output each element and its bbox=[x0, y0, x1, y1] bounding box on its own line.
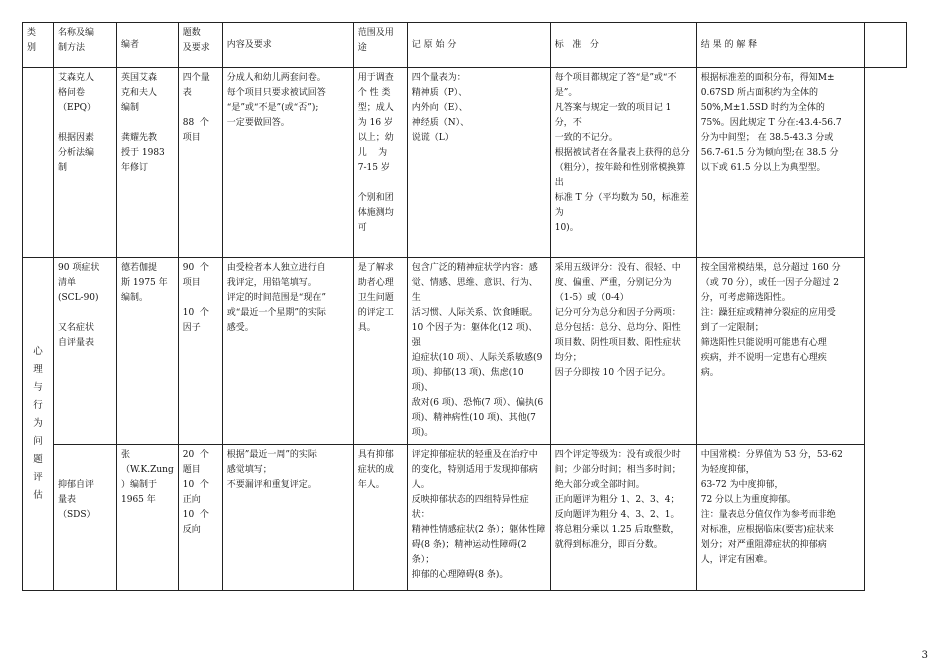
header-item-count: 题数 及要求 bbox=[178, 23, 222, 68]
cell-line: （1-5）或（0-4） bbox=[554, 293, 629, 303]
cell-line: 与 bbox=[33, 382, 43, 393]
scale-table bbox=[22, 22, 907, 591]
cell-line: 将总粗分乘以 1.25 后取整数， bbox=[554, 525, 680, 535]
cell-line: 说谎（L） bbox=[411, 133, 454, 143]
cell-line: 迫症状(10 项）、人际关系敏感(9 bbox=[411, 353, 543, 363]
table-row bbox=[23, 258, 907, 445]
items-cell bbox=[178, 258, 222, 445]
cell-line: 10 个 bbox=[182, 510, 209, 520]
cell-line: 年人。 bbox=[357, 480, 385, 490]
cell-line: 龚耀先教 bbox=[121, 133, 158, 143]
header-category: 类 别 bbox=[23, 23, 54, 68]
table-row bbox=[23, 445, 907, 591]
header-scope: 范围及用 途 bbox=[353, 23, 407, 68]
cell-line: 德若伽提 bbox=[121, 263, 158, 273]
cell-line: 抑郁自评 bbox=[58, 480, 95, 490]
cell-line bbox=[183, 291, 218, 306]
cell-line: （W.K.Zung bbox=[121, 465, 174, 475]
header-raw-score: 记 原 始 分 bbox=[407, 23, 550, 68]
scope-cell bbox=[353, 258, 407, 445]
cell-line: 因子 bbox=[182, 323, 201, 333]
cell-line: 克和夫人 bbox=[121, 88, 158, 98]
cell-line: 可 bbox=[357, 223, 367, 233]
cell-line: 每个项目只要求被试回答 bbox=[226, 88, 326, 98]
cell-line: 10)。 bbox=[554, 223, 579, 233]
header-author: 编者 bbox=[117, 23, 179, 68]
items-cell bbox=[178, 445, 222, 591]
cell-line: 个别和团 bbox=[357, 193, 394, 203]
cell-line: 自评量表 bbox=[58, 338, 95, 348]
header-standard-score: 标 准 分 bbox=[550, 23, 696, 68]
table-row bbox=[23, 68, 907, 258]
header-empty bbox=[864, 23, 906, 68]
cell-line: 10 个 bbox=[182, 480, 209, 490]
cell-line: （粗分），按年龄和性别常模换算出 bbox=[554, 163, 686, 188]
cell-line: 到了一定限制； bbox=[700, 323, 764, 333]
cell-line: 精神质（P）、 bbox=[411, 88, 468, 98]
standard-score-cell bbox=[550, 445, 696, 591]
cell-line: 以上；幼 bbox=[357, 133, 394, 143]
cell-line: 题 bbox=[33, 454, 43, 465]
cell-line: 注：躁狂症或精神分裂症的应用受 bbox=[700, 308, 836, 318]
empty-cell bbox=[864, 258, 906, 445]
cell-line: 是了解求 bbox=[357, 263, 394, 273]
cell-line: 为 bbox=[33, 418, 43, 429]
cell-line: 抑郁的心理障碍(8 条)。 bbox=[411, 570, 509, 580]
cell-line: 项目 bbox=[182, 278, 201, 288]
cell-line: 因子分即按 10 个因子记分。 bbox=[554, 368, 671, 378]
cell-line: 按全国常模结果，总分超过 160 分 bbox=[700, 263, 841, 273]
cell-line: 项目 bbox=[182, 133, 201, 143]
cell-line: 敌对(6 项)、恐怖(7 项）、偏执(6 bbox=[411, 398, 544, 408]
cell-line: 具。 bbox=[357, 323, 376, 333]
cell-line: 病。 bbox=[700, 368, 719, 378]
page-number: 3 bbox=[921, 650, 928, 661]
category-cell-empty bbox=[23, 68, 54, 258]
cell-line: 为 16 岁 bbox=[357, 118, 393, 128]
cell-line: 每个项目都规定了答“是”或“不是”。 bbox=[554, 73, 677, 98]
content-cell bbox=[222, 68, 353, 258]
cell-line: 评 bbox=[33, 472, 43, 483]
scope-cell bbox=[353, 445, 407, 591]
cell-line: 清单 bbox=[58, 278, 77, 288]
cell-line: 不要漏评和重复评定。 bbox=[226, 480, 317, 490]
cell-line: 四个评定等级为：没有或很少时 bbox=[554, 450, 681, 460]
cell-line: 具有抑郁 bbox=[357, 450, 394, 460]
cell-line: 度、偏重、严重，分别记分为 bbox=[554, 278, 672, 288]
cell-line: 人。 bbox=[411, 480, 430, 490]
cell-line: 英国艾森 bbox=[121, 73, 158, 83]
cell-line bbox=[58, 463, 112, 478]
raw-score-cell bbox=[407, 68, 550, 258]
cell-line: 张 bbox=[121, 450, 131, 460]
interpretation-cell bbox=[696, 445, 864, 591]
cell-line: “是”或“不是”(或“否”); bbox=[226, 103, 319, 113]
cell-line: 授于 1983 bbox=[121, 148, 165, 158]
cell-line: 20 个 bbox=[182, 450, 209, 460]
cell-line: 疾病，并不说明一定患有心理疾 bbox=[700, 353, 827, 363]
cell-line: 75%。因此规定 T 分在:43.4-56.7 bbox=[700, 118, 842, 128]
standard-score-cell bbox=[550, 258, 696, 445]
cell-line: 症状的成 bbox=[357, 465, 394, 475]
cell-line: 正向 bbox=[182, 495, 201, 505]
cell-line: 注：量表总分值仅作为参考而非绝 bbox=[700, 510, 836, 520]
cell-line: 就得到标准分，即百分数。 bbox=[554, 540, 663, 550]
cell-line bbox=[183, 101, 218, 116]
cell-line: 分成人和幼儿两套问卷。 bbox=[226, 73, 326, 83]
interpretation-cell bbox=[696, 258, 864, 445]
cell-line: (SCL-90) bbox=[58, 293, 99, 303]
cell-line: （或 70 分），或任一因子分超过 2 bbox=[700, 278, 839, 288]
cell-line: 项目数、阴性项目数、阳性症状 bbox=[554, 338, 681, 348]
cell-line: 用于调查 bbox=[357, 73, 394, 83]
cell-line: 标准 T 分（平均数为 50，标准差为 bbox=[554, 193, 689, 218]
header-content: 内容及要求 bbox=[222, 23, 353, 68]
cell-line: 一致的不记分。 bbox=[554, 133, 618, 143]
cell-line: 编制 bbox=[121, 103, 140, 113]
cell-line: 根据因素 bbox=[58, 133, 95, 143]
cell-line: 63-72 为中度抑郁， bbox=[700, 480, 784, 490]
cell-line: 心 bbox=[33, 346, 43, 357]
cell-line: 制 bbox=[58, 163, 68, 173]
interpretation-cell bbox=[696, 68, 864, 258]
cell-line: 凡答案与规定一致的项目记 1 分，不 bbox=[554, 103, 675, 128]
cell-line: 精神性情感症状(2 条）；躯体性障 bbox=[411, 525, 546, 535]
items-cell bbox=[178, 68, 222, 258]
author-cell bbox=[117, 68, 179, 258]
cell-line: 活习惯、人际关系、饮食睡眠。 bbox=[411, 308, 538, 318]
cell-line: 1965 年 bbox=[121, 495, 156, 505]
cell-line: 根据”最近一周”的实际 bbox=[226, 450, 317, 460]
cell-line: 包含广泛的精神症状学内容：感 bbox=[411, 263, 538, 273]
cell-line: 总分包括：总分、总均分、阳性 bbox=[554, 323, 681, 333]
cell-line: 分为中间型； 在 38.5-43.3 分或 bbox=[700, 133, 834, 143]
empty-cell bbox=[864, 445, 906, 591]
cell-line: 反向题评为粗分 4、3、2、1。 bbox=[554, 510, 680, 520]
cell-line: 中国常模：分界值为 53 分，53-62 bbox=[700, 450, 843, 460]
standard-score-cell bbox=[550, 68, 696, 258]
cell-line: 格问卷 bbox=[58, 88, 86, 98]
header-interpretation: 结 果 的 解 释 bbox=[696, 23, 864, 68]
cell-line bbox=[121, 116, 174, 131]
cell-line: 感受。 bbox=[226, 323, 254, 333]
cell-line: 0.67SD 所占面积约为全体的 bbox=[700, 88, 819, 98]
cell-line: 90 个 bbox=[182, 263, 209, 273]
cell-line: 又名症状 bbox=[58, 323, 95, 333]
header-row bbox=[23, 23, 907, 68]
name-cell bbox=[54, 68, 117, 258]
cell-line: 编制。 bbox=[121, 293, 149, 303]
cell-line: 50%,M±1.5SD 时约为全体的 bbox=[700, 103, 825, 113]
cell-line: 一定要做回答。 bbox=[226, 118, 290, 128]
raw-score-cell bbox=[407, 445, 550, 591]
cell-line: 采用五级评分：没有、很轻、中 bbox=[554, 263, 681, 273]
cell-line: 问 bbox=[33, 436, 43, 447]
cell-line: 四个量 bbox=[182, 73, 210, 83]
author-cell bbox=[117, 258, 179, 445]
cell-line: 评定抑郁症状的轻重及在治疗中 bbox=[411, 450, 538, 460]
cell-line: 项)、抑郁(13 项)、焦虑(10 项)、 bbox=[411, 368, 527, 393]
cell-line: 或“最近一个星期”的实际 bbox=[226, 308, 326, 318]
category-cell bbox=[23, 258, 54, 591]
cell-line: 分析法编 bbox=[58, 148, 95, 158]
cell-line: 反映抑郁状态的四组特异性症状： bbox=[411, 495, 529, 520]
name-cell bbox=[54, 258, 117, 445]
cell-line: （EPQ） bbox=[58, 103, 97, 113]
cell-line: 助者心理 bbox=[357, 278, 394, 288]
cell-line: （SDS） bbox=[58, 510, 96, 520]
cell-line: 碍(8 条)；精神运动性障碍(2 条）； bbox=[411, 540, 530, 565]
cell-line: 分，可考虑筛选阳性。 bbox=[700, 293, 791, 303]
cell-line: 由受检者本人独立进行自 bbox=[226, 263, 326, 273]
cell-line: 筛选阳性只能说明可能患有心理 bbox=[700, 338, 827, 348]
cell-line: 均分； bbox=[554, 353, 582, 363]
scope-cell bbox=[353, 68, 407, 258]
cell-line: 斯 1975 年 bbox=[121, 278, 168, 288]
cell-line: 卫生问题 bbox=[357, 293, 394, 303]
cell-line: 正向题评为粗分 1、2、3、4； bbox=[554, 495, 680, 505]
cell-line: 对标准，应根据临床(要害)症状来 bbox=[700, 525, 834, 535]
content-cell bbox=[222, 445, 353, 591]
cell-line: 行 bbox=[33, 400, 43, 411]
cell-line bbox=[58, 116, 112, 131]
cell-line: 表 bbox=[182, 88, 192, 98]
cell-line: 人，评定有困难。 bbox=[700, 555, 773, 565]
cell-line: ）编制于 bbox=[121, 480, 158, 490]
cell-line: 记分可分为总分和因子分两项： bbox=[554, 308, 681, 318]
cell-line: 体施测均 bbox=[357, 208, 394, 218]
empty-cell bbox=[864, 68, 906, 258]
cell-line: 的变化，特别适用于发现抑郁病 bbox=[411, 465, 538, 475]
cell-line: 感觉填写； bbox=[226, 465, 272, 475]
cell-line: 88 个 bbox=[182, 118, 209, 128]
cell-line bbox=[58, 448, 112, 463]
cell-line: 年修订 bbox=[121, 163, 149, 173]
cell-line bbox=[358, 176, 403, 191]
cell-line: 题目 bbox=[182, 465, 201, 475]
cell-line: 根据被试者在各量表上获得的总分 bbox=[554, 148, 690, 158]
cell-line: 儿 为 bbox=[357, 148, 388, 158]
cell-line: 型；成人 bbox=[357, 103, 394, 113]
cell-line: 10 个 bbox=[182, 308, 209, 318]
cell-line: 90 项症状 bbox=[58, 263, 100, 273]
cell-line: 项)、精神病性(10 项)、其他(7 项)。 bbox=[411, 413, 539, 438]
content-cell bbox=[222, 258, 353, 445]
cell-line: 根据标准差的面积分布，得知M± bbox=[700, 73, 835, 83]
cell-line bbox=[58, 306, 112, 321]
cell-line: 7-15 岁 bbox=[357, 163, 390, 173]
cell-line: 划分；对严重阻滞症状的抑郁病 bbox=[700, 540, 827, 550]
cell-line: 56.7-61.5 分为倾向型;在 38.5 分 bbox=[700, 148, 839, 158]
cell-line: 反向 bbox=[182, 525, 201, 535]
author-cell bbox=[117, 445, 179, 591]
cell-line: 72 分以上为重度抑郁。 bbox=[700, 495, 797, 505]
cell-line: 的评定工 bbox=[357, 308, 394, 318]
header-name-method: 名称及编 制方法 bbox=[54, 23, 117, 68]
cell-line: 量表 bbox=[58, 495, 77, 505]
cell-line: 估 bbox=[33, 490, 43, 501]
cell-line: 觉、情感、思维、意识、行为、生 bbox=[411, 278, 538, 303]
cell-line: 个 性 类 bbox=[357, 88, 391, 98]
cell-line: 绝大部分或全部时间。 bbox=[554, 480, 645, 490]
cell-line: 10 个因子为：躯体化(12 项)、强 bbox=[411, 323, 538, 348]
cell-line: 间；少部分时间；相当多时间； bbox=[554, 465, 681, 475]
cell-line: 我评定，用铅笔填写。 bbox=[226, 278, 317, 288]
raw-score-cell bbox=[407, 258, 550, 445]
cell-line: 为轻度抑郁， bbox=[700, 465, 755, 475]
name-cell bbox=[54, 445, 117, 591]
cell-line: 以下或 61.5 分以上为典型型。 bbox=[700, 163, 826, 173]
cell-line: 评定的时间范围是“现在” bbox=[226, 293, 326, 303]
cell-line: 艾森克人 bbox=[58, 73, 95, 83]
cell-line: 四个量表为： bbox=[411, 73, 466, 83]
cell-line: 内外向（E）、 bbox=[411, 103, 468, 113]
cell-line: 神经质（N）、 bbox=[411, 118, 470, 128]
cell-line: 理 bbox=[33, 364, 43, 375]
